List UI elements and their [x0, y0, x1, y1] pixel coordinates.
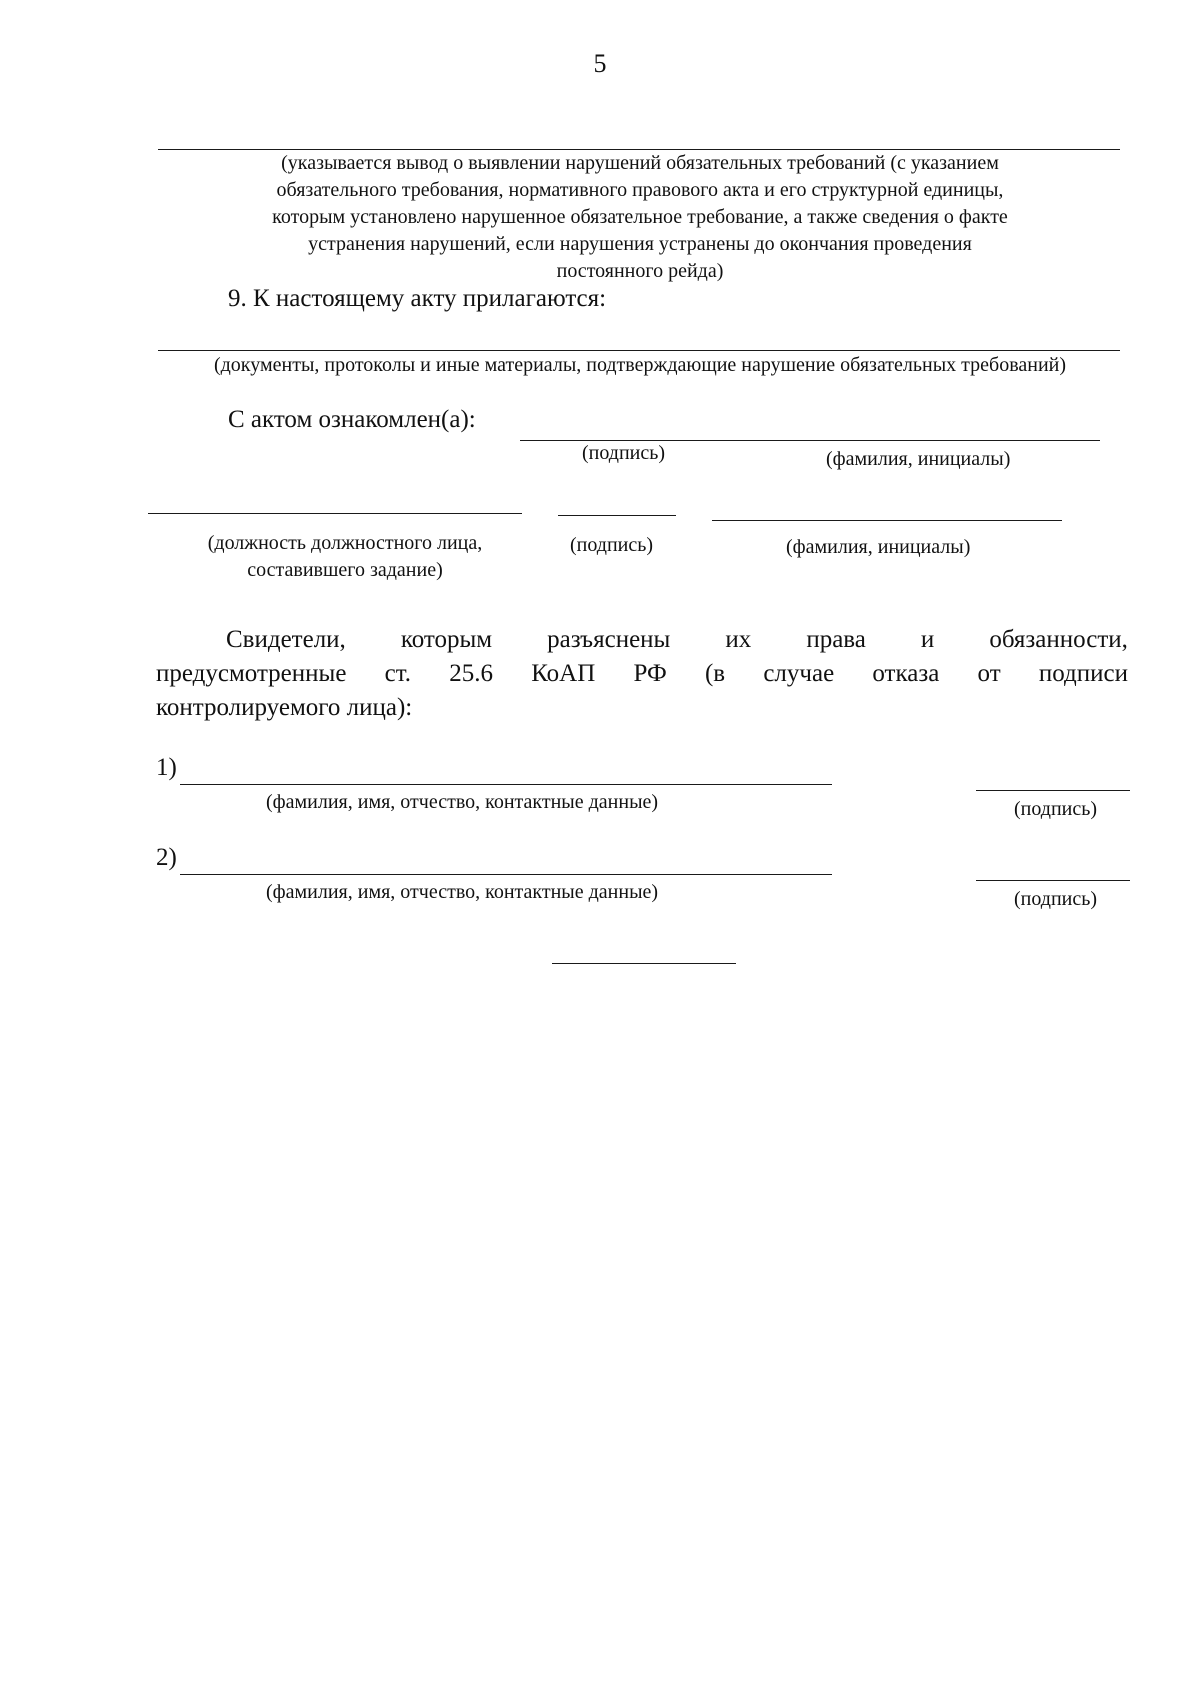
witnesses-paragraph [156, 624, 1128, 724]
witness-1-caption: (фамилия, имя, отчество, контактные данные) [266, 791, 659, 813]
caption-line: которым установлено нарушенное обязательное требование, а также сведения о факте [272, 206, 1008, 228]
word: их [725, 626, 752, 653]
word: (в [704, 660, 726, 687]
witnesses-line-2 [156, 658, 1128, 692]
witness-2-number: 2) [156, 844, 177, 871]
acquainted-name-caption: (фамилия, инициалы) [826, 448, 1011, 470]
word: от [977, 660, 1001, 687]
word: которым [400, 626, 493, 653]
witnesses-line-1 [156, 624, 1128, 658]
caption-line: (должность должностного лица, [207, 532, 483, 554]
official-signature-caption: (подпись) [570, 534, 654, 556]
caption-line: постоянного рейда) [556, 260, 724, 282]
word: предусмотренные [156, 660, 347, 687]
word: 25.6 [449, 660, 494, 687]
official-position-line[interactable] [148, 513, 522, 514]
word: отказа [872, 660, 940, 687]
item9-heading: 9. К настоящему акту прилагаются: [228, 285, 607, 312]
witness-2-caption: (фамилия, имя, отчество, контактные данные) [266, 881, 659, 903]
word: права [806, 626, 866, 653]
closing-divider [552, 963, 736, 964]
caption-line: устранения нарушений, если нарушения устранены до окончания проведения [308, 233, 972, 255]
acquainted-label: С актом ознакомлен(а): [228, 406, 476, 433]
word: обязанности, [989, 626, 1128, 653]
witness-2-signature-line[interactable] [976, 880, 1130, 881]
attachments-caption: (документы, протоколы и иные материалы, подтверждающие нарушение обязательных требований) [213, 354, 1067, 376]
caption-line: (указывается вывод о выявлении нарушений обязательных требований (с указанием [281, 152, 999, 174]
official-position-caption [150, 530, 540, 584]
violations-caption [150, 150, 1130, 285]
word: подписи [1038, 660, 1128, 687]
witness-1-signature-line[interactable] [976, 790, 1130, 791]
witness-1-fill-line[interactable] [180, 784, 832, 785]
caption-line: обязательного требования, нормативного правового акта и его структурной единицы, [276, 179, 1004, 201]
word: случае [763, 660, 835, 687]
page-number: 5 [593, 49, 607, 78]
word: КоАП [531, 660, 596, 687]
attachments-fill-line[interactable] [158, 350, 1120, 351]
word: и [920, 626, 935, 653]
witness-2-signature-caption: (подпись) [1014, 888, 1098, 910]
word: Свидетели, [226, 626, 346, 653]
official-name-line[interactable] [712, 520, 1062, 521]
official-name-caption: (фамилия, инициалы) [786, 536, 971, 558]
witness-1-signature-caption: (подпись) [1014, 798, 1098, 820]
witness-2-fill-line[interactable] [180, 874, 832, 875]
word: разъяснены [547, 626, 671, 653]
witnesses-line-3: контролируемого лица): [156, 694, 413, 721]
word: РФ [633, 660, 667, 687]
official-signature-line[interactable] [558, 515, 676, 516]
acquainted-signature-caption: (подпись) [582, 442, 666, 464]
caption-line: составившего задание) [247, 559, 443, 581]
witness-1-number: 1) [156, 754, 177, 781]
word: ст. [384, 660, 412, 687]
